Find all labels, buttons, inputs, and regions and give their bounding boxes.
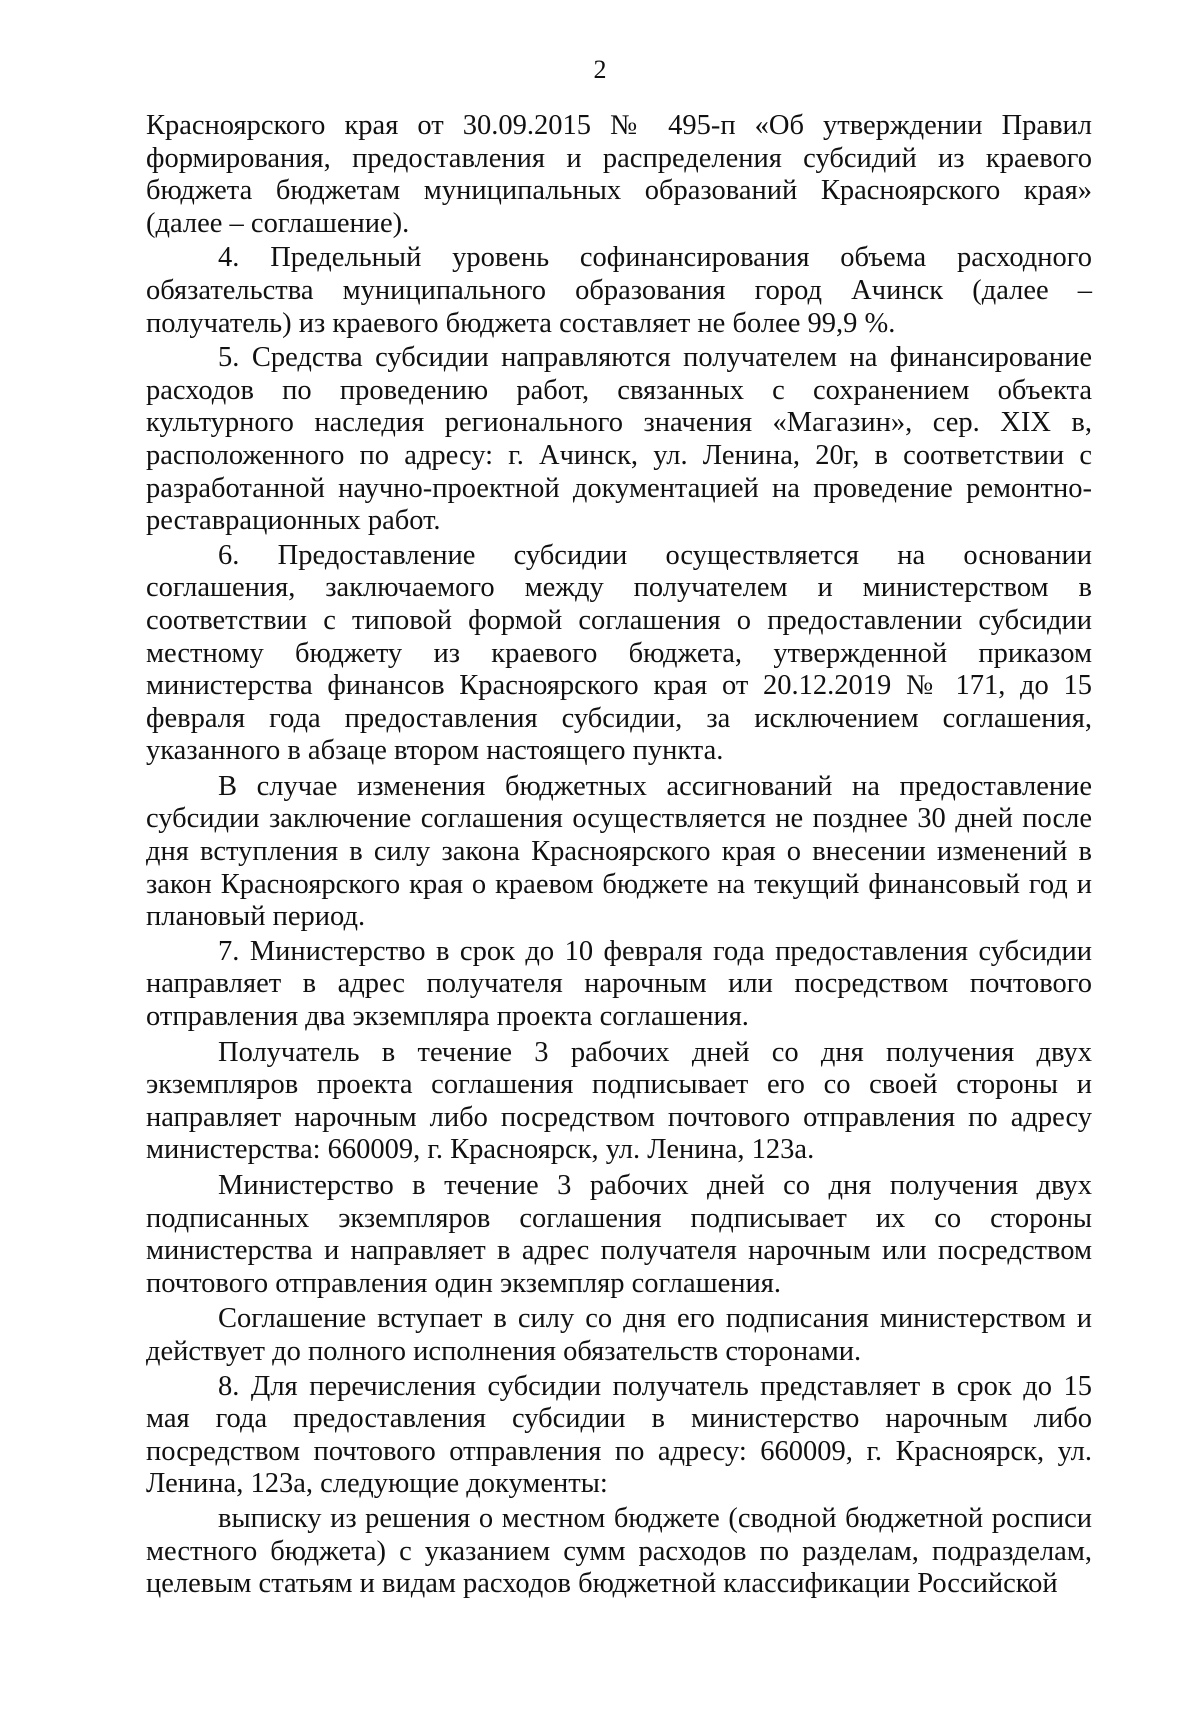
paragraph-continuation: Красноярского края от 30.09.2015 № 495-п «Об утверждении Правил формирования, предоставления и распределения субсидий из краевого бюджета бюджетам муниципальных образований Красноярского края» (далее – соглашение).: [146, 110, 1092, 239]
document-body: [146, 110, 1092, 1603]
paragraph-item-8: 8. Для перечисления субсидии получатель представляет в срок до 15 мая года предоставления субсидии в министерство нарочным либо посредством почтового отправления по адресу: 660009, г. Красноярск, ул. Ленина, 123а, следующие документы:: [146, 1370, 1092, 1500]
paragraph-item-7: 7. Министерство в срок до 10 февраля года предоставления субсидии направляет в адрес получателя нарочным или посредством почтового отправления два экземпляра проекта соглашения.: [146, 935, 1092, 1033]
paragraph-item-8-list-first: выписку из решения о местном бюджете (сводной бюджетной росписи местного бюджета) с указанием сумм расходов по разделам, подразделам, целевым статьям и видам расходов бюджетной классификации Российской: [146, 1502, 1092, 1600]
paragraph-item-5: 5. Средства субсидии направляются получателем на финансирование расходов по проведению работ, связанных с сохранением объекта культурного наследия регионального значения «Магазин», сер. XIX в, расположенного по адресу: г. Ачинск, ул. Ленина, 20г, в соответствии с разработанной научно-проектной документацией на проведение ремонтно-реставрационных работ.: [146, 342, 1092, 537]
paragraph-item-7-second: Получатель в течение 3 рабочих дней со дня получения двух экземпляров проекта соглашения подписывает его со своей стороны и направляет нарочным либо посредством почтового отправления по адресу министерства: 660009, г. Красноярск, ул. Ленина, 123а.: [146, 1036, 1092, 1166]
paragraph-item-6-second: В случае изменения бюджетных ассигнований на предоставление субсидии заключение соглашения осуществляется не позднее 30 дней после дня вступления в силу закона Красноярского края о внесении изменений в закон Красноярского края о краевом бюджете на текущий финансовый год и плановый период.: [146, 770, 1092, 933]
page-number: 2: [593, 55, 607, 84]
paragraph-item-6: 6. Предоставление субсидии осуществляется на основании соглашения, заключаемого между получателем и министерством в соответствии с типовой формой соглашения о предоставлении субсидии местному бюджету из краевого бюджета, утвержденной приказом министерства финансов Красноярского края от 20.12.2019 № 171, до 15 февраля года предоставления субсидии, за исключением соглашения, указанного в абзаце втором настоящего пункта.: [146, 539, 1092, 767]
paragraph-item-7-fourth: Соглашение вступает в силу со дня его подписания министерством и действует до полного исполнения обязательств сторонами.: [146, 1303, 1092, 1367]
paragraph-item-7-third: Министерство в течение 3 рабочих дней со дня получения двух подписанных экземпляров соглашения подписывает их со стороны министерства и направляет в адрес получателя нарочным или посредством почтового отправления один экземпляр соглашения.: [146, 1170, 1092, 1299]
paragraph-item-4: 4. Предельный уровень софинансирования объема расходного обязательства муниципального образования город Ачинск (далее – получатель) из краевого бюджета составляет не более 99,9 %.: [146, 242, 1092, 339]
